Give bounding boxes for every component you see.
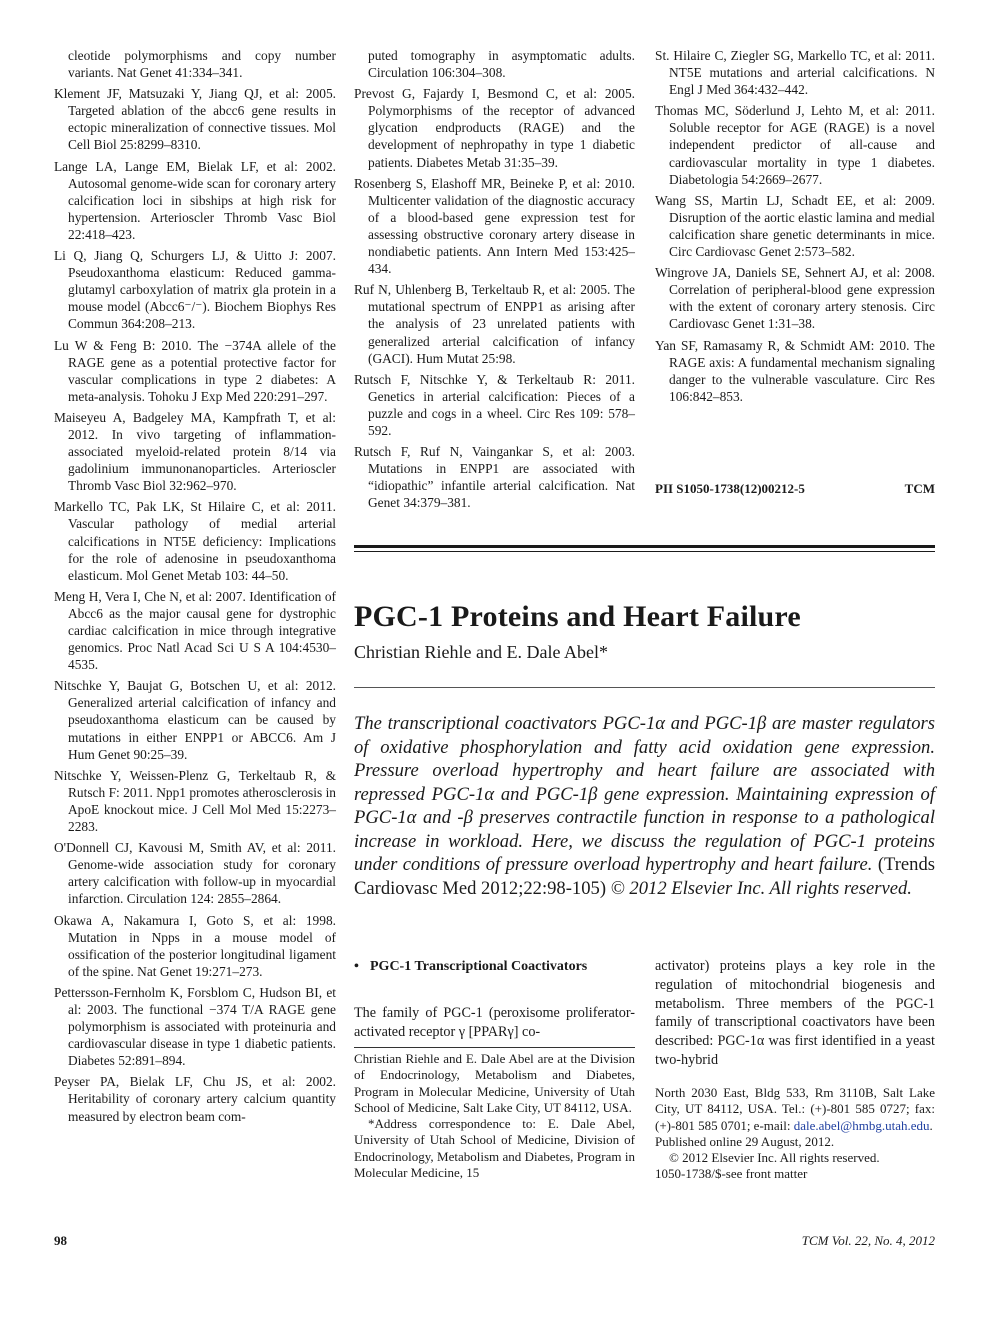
bullet-icon: • <box>354 959 359 974</box>
email-link[interactable]: dale.abel@hmbg.utah.edu <box>793 1117 930 1133</box>
footnote-rule <box>354 1047 635 1048</box>
footnote-issn: 1050-1738/$-see front matter <box>655 1166 808 1182</box>
pii-code: PII S1050-1738(12)00212-5 <box>655 481 805 496</box>
footnote-affiliation: Christian Riehle and E. Dale Abel are at the Division of Endocrinology, Metabolism and Diabetes, Program in Molecular Medicine, University of Utah School of Medicine, Salt Lake City, UT 84112, USA. <box>354 1051 635 1115</box>
journal-info: TCM Vol. 22, No. 4, 2012 <box>801 1233 935 1248</box>
reference-entry: puted tomography in asymptomatic adults. Circulation 106:304–308. <box>368 48 635 81</box>
references-column-2 <box>354 47 635 515</box>
reference-entry: Nitschke Y, Weissen-Plenz G, Terkeltaub R, & Rutsch F: 2011. Npp1 promotes atherosclerosis in ApoE knockout mice. J Cell Mol Med 15:2273–2283. <box>54 767 336 835</box>
reference-entry: Meng H, Vera I, Che N, et al: 2007. Identification of Abcc6 as the major causal gene for dystrophic cardiac calcification in mice through integrative genomics. Proc Natl Acad Sci U S A 104:4530–4535. <box>54 588 336 673</box>
footnote-published: Published online 29 August, 2012. <box>655 1133 835 1149</box>
abstract <box>354 712 935 900</box>
article-title: PGC-1 Proteins and Heart Failure <box>354 600 801 633</box>
footnote-col3 <box>655 1085 935 1183</box>
footnote-copyright: © 2012 Elsevier Inc. All rights reserved. <box>669 1150 880 1166</box>
reference-entry: Markello TC, Pak LK, St Hilaire C, et al: 2011. Vascular pathology of medial arterial calcifications in NT5E deficiency: Implications for the role of adenosine in pseudoxanthoma elasticum. Mol Genet Metab 103: 44–50. <box>54 499 336 583</box>
page-number: 98 <box>54 1233 67 1248</box>
header-rule-thin <box>354 551 935 552</box>
header-rule-thick <box>354 545 935 548</box>
reference-entry: Ruf N, Uhlenberg B, Terkeltaub R, et al: 2005. The mutational spectrum of ENPP1 as arising after the analysis of 23 unrelated patients with generalized arterial calcification of infancy (GACI). Hum Mutat 25:98. <box>354 282 635 366</box>
email-period: . <box>929 1117 933 1133</box>
reference-entry: O'Donnell CJ, Kavousi M, Smith AV, et al: 2011. Genome-wide association study for coronary artery calcification with follow-up in myocardial infarction. Circulation 124: 2855–2864. <box>54 840 336 907</box>
reference-entry: Rosenberg S, Elashoff MR, Beineke P, et al: 2010. Multicenter validation of the diagnostic accuracy of a blood-based gene expression test for assessing obstructive coronary artery disease in nondiabetic patients. Ann Intern Med 153:425–434. <box>354 175 635 277</box>
reference-entry: Peyser PA, Bielak LF, Chu JS, et al: 2002. Heritability of coronary artery calcium quantity measured by electron beam com- <box>54 1074 336 1124</box>
reference-entry: St. Hilaire C, Ziegler SG, Markello TC, et al: 2011. NT5E mutations and arterial calcifications. N Engl J Med 364:432–442. <box>655 48 935 98</box>
reference-entry: Lange LA, Lange EM, Bielak LF, et al: 2002. Autosomal genome-wide scan for coronary artery calcification loci in sibships at high risk for hypertension. Arterioscler Thromb Vasc Biol 22:418–423. <box>54 158 336 242</box>
references-column-3 <box>655 47 935 409</box>
reference-entry: Nitschke Y, Baujat G, Botschen U, et al: 2012. Generalized arterial calcification of infancy and pseudoxanthoma elasticum can be caused by mutations in either ENPP1 or ABCC6. Am J Hum Genet 90:25–39. <box>54 678 336 762</box>
footnote-col2 <box>354 1051 635 1181</box>
reference-entry: Thomas MC, Söderlund J, Lehto M, et al: 2011. Soluble receptor for AGE (RAGE) is a novel independent predictor of all-cause and cardiovascular mortality in type 1 diabetes. Diabetologia 54:2669–2677. <box>655 103 935 187</box>
reference-entry: Rutsch F, Ruf N, Vaingankar S, et al: 2003. Mutations in ENPP1 are associated with “idiopathic” infantile arterial calcification. Nat Genet 34:379–381. <box>354 444 635 511</box>
pii-line <box>655 481 935 497</box>
reference-entry: Lu W & Feng B: 2010. The −374A allele of the RAGE gene as a potential protective factor for vascular complications in type 2 diabetes: A meta-analysis. Tohoku J Exp Med 220:291–297. <box>54 337 336 404</box>
reference-entry: Prevost G, Fajardy I, Besmond C, et al: 2005. Polymorphisms of the receptor of advanced glycation endproducts (RAGE) and the development of nephropathy in type 1 diabetic patients. Diabetes Metab 31:35–39. <box>354 86 635 170</box>
reference-entry: Okawa A, Nakamura I, Goto S, et al: 1998. Mutation in Npps in a mouse model of ossification of the posterior longitudinal ligament of the spine. Nat Genet 19:271–273. <box>54 912 336 979</box>
footnote-correspondence: *Address correspondence to: E. Dale Abel, University of Utah School of Medicine, Division of Endocrinology, Metabolism and Diabetes, Program in Molecular Medicine, 15 <box>354 1116 635 1181</box>
reference-entry: cleotide polymorphisms and copy number variants. Nat Genet 41:334–341. <box>68 48 336 81</box>
body-text-col2: The family of PGC-1 (peroxisome proliferator-activated receptor γ [PPARγ] co- <box>354 1005 635 1040</box>
footnote-address: North 2030 East, Bldg 533, Rm 3110B, Salt Lake City, UT 84112, USA. Tel.: (+)-801 585 0727; fax: (+)-801 585 0701; e-mail: <box>655 1085 935 1133</box>
pii-journal: TCM <box>904 481 935 496</box>
section-heading <box>354 958 635 976</box>
reference-entry: Pettersson-Fernholm K, Forsblom C, Hudson BI, et al: 2003. The functional −374 T/A RAGE gene polymorphism is associated with proteinuria and cardiovascular disease in type 1 diabetic patients. Diabetes 52:891–894. <box>54 984 336 1069</box>
reference-entry: Rutsch F, Nitschke Y, & Terkeltaub R: 2011. Genetics in arterial calcification: Pieces of a puzzle and cogs in a wheel. Circ Res 109: 578–592. <box>354 371 635 438</box>
references-column-1 <box>54 47 336 1129</box>
abstract-copyright: © 2012 Elsevier Inc. All rights reserved. <box>610 877 912 899</box>
reference-entry: Yan SF, Ramasamy R, & Schmidt AM: 2010. The RAGE axis: A fundamental mechanism signaling danger to the vulnerable vasculature. Circ Res 106:842–853. <box>655 337 935 404</box>
body-text-col3: activator) proteins plays a key role in the regulation of mitochondrial biogenesis and metabolism. Three members of the PGC-1 family of transcriptional coactivators have been described: PGC-1α was first identified in a yeast two-hybrid <box>655 958 935 1068</box>
article-authors: Christian Riehle and E. Dale Abel* <box>354 642 608 662</box>
reference-entry: Maiseyeu A, Badgeley MA, Kampfrath T, et al: 2012. In vivo targeting of inflammation-associated myeloid-related protein 8/14 via gadolinium immunonanoparticles. Arterioscler Thromb Vasc Biol 32:962–970. <box>54 409 336 494</box>
section-heading-text: PGC-1 Transcriptional Coactivators <box>370 959 588 974</box>
reference-entry: Klement JF, Matsuzaki Y, Jiang QJ, et al: 2005. Targeted ablation of the abcc6 gene results in ectopic mineralization of connective tissues. Mol Cell Biol 25:8299–8310. <box>54 86 336 153</box>
author-rule <box>354 687 935 688</box>
reference-entry: Wingrove JA, Daniels SE, Sehnert AJ, et al: 2008. Correlation of peripheral-blood gene expression with the extent of coronary artery stenosis. Circ Cardiovasc Genet 1:31–38. <box>655 265 935 332</box>
abstract-citation: (Trends Cardiovasc Med 2012;22:98-105) <box>354 854 935 899</box>
reference-entry: Wang SS, Martin LJ, Schadt EE, et al: 2009. Disruption of the aortic elastic lamina and medial calcification share genetic determinants in mice. Circ Cardiovasc Genet 2:573–582. <box>655 192 935 260</box>
reference-entry: Li Q, Jiang Q, Schurgers LJ, & Uitto J: 2007. Pseudoxanthoma elasticum: Reduced gamma-glutamyl carboxylation of matrix gla protein in a mouse model (Abcc6⁻/⁻). Biochem Biophys Res Commun 364:208–213. <box>54 248 336 332</box>
abstract-text: The transcriptional coactivators PGC-1α and PGC-1β are master regulators of oxidative phosphorylation and fatty acid oxidation gene expression. Pressure overload hypertrophy and heart failure are associated with repressed PGC-1α and PGC-1β gene expression. Maintaining expression of PGC-1α and -β preserves contractile function in response to a pathological increase in workload. Here, we discuss the regulation of PGC-1 proteins under conditions of pressure overload hypertrophy and heart failure. <box>354 713 935 875</box>
